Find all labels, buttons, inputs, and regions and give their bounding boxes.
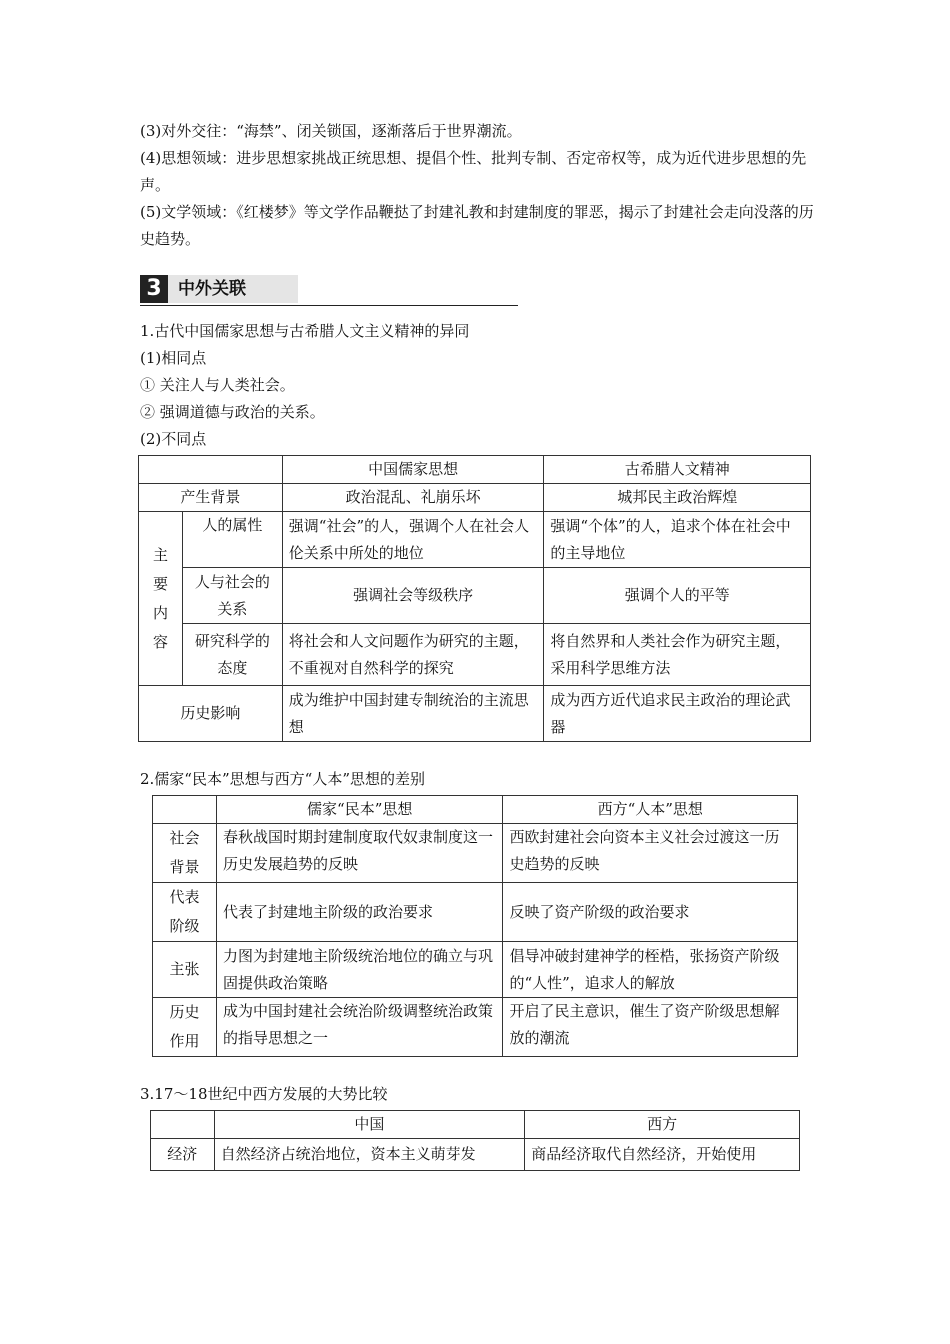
table-header: 中国 — [214, 1111, 525, 1139]
table-header: 西方“人本”思想 — [503, 796, 798, 824]
row-label: 社会背景 — [153, 824, 217, 883]
paragraph-thought: (4)思想领域：进步思想家挑战正统思想、提倡个性、批判专制、否定帝权等，成为近代进步思想的先声。 — [140, 149, 807, 194]
table-cell — [139, 456, 283, 484]
differences-heading: (2)不同点 — [140, 430, 207, 448]
row-label: 经济 — [151, 1139, 215, 1171]
table-cell: 春秋战国时期封建制度取代奴隶制度这一历史发展趋势的反映 — [216, 824, 503, 883]
table-cell: 城邦民主政治辉煌 — [544, 484, 811, 512]
table-header: 古希腊人文精神 — [544, 456, 811, 484]
table-cell: 代表了封建地主阶级的政治要求 — [216, 883, 503, 942]
paragraph-literature: (5)文学领域：《红楼梦》等文学作品鞭挞了封建礼教和封建制度的罪恶，揭示了封建社会走向没落的历史趋势。 — [140, 203, 814, 248]
question-2-title: 2.儒家“民本”思想与西方“人本”思想的差别 — [140, 770, 425, 788]
row-label: 研究科学的态度 — [182, 624, 282, 686]
paragraph-foreign-relations: (3)对外交往：“海禁”、闭关锁国，逐渐落后于世界潮流。 — [140, 122, 522, 140]
document-page — [140, 118, 815, 1171]
table-cell: 成为西方近代追求民主政治的理论武器 — [544, 686, 811, 742]
row-label-vertical: 主要内容 — [139, 512, 183, 686]
row-label: 产生背景 — [139, 484, 283, 512]
table-cell: 自然经济占统治地位，资本主义萌芽发 — [214, 1139, 525, 1171]
table-cell: 力图为封建地主阶级统治地位的确立与巩固提供政治策略 — [216, 942, 503, 998]
row-label: 代表阶级 — [153, 883, 217, 942]
table-cell: 反映了资产阶级的政治要求 — [503, 883, 798, 942]
table-cell: 西欧封建社会向资本主义社会过渡这一历史趋势的反映 — [503, 824, 798, 883]
table-cell: 倡导冲破封建神学的桎梏，张扬资产阶级的“人性”，追求人的解放 — [503, 942, 798, 998]
table-cell: 开启了民主意识，催生了资产阶级思想解放的潮流 — [503, 998, 798, 1057]
similarity-1: ① 关注人与人类社会。 — [140, 376, 295, 394]
table-row — [151, 1111, 800, 1139]
question-1-title: 1.古代中国儒家思想与古希腊人文主义精神的异同 — [140, 322, 470, 340]
table-row — [139, 568, 811, 624]
table-row — [139, 456, 811, 484]
table-cell — [151, 1111, 215, 1139]
table-cell: 将自然界和人类社会作为研究主题，采用科学思维方法 — [544, 624, 811, 686]
comparison-table-1 — [138, 455, 811, 742]
table-cell: 政治混乱、礼崩乐坏 — [282, 484, 544, 512]
question-3-title: 3.17～18世纪中西方发展的大势比较 — [140, 1085, 388, 1103]
similarity-2: ② 强调道德与政治的关系。 — [140, 403, 325, 421]
table-cell: 强调社会等级秩序 — [282, 568, 544, 624]
table-cell: 成为维护中国封建专制统治的主流思想 — [282, 686, 544, 742]
table-row — [139, 512, 811, 568]
table-cell — [153, 796, 217, 824]
section-title: 中外关联 — [168, 275, 298, 303]
similarities-heading: (1)相同点 — [140, 349, 207, 367]
table-cell: 强调“个体”的人，追求个体在社会中的主导地位 — [544, 512, 811, 568]
table-header: 中国儒家思想 — [282, 456, 544, 484]
row-label: 主张 — [153, 942, 217, 998]
table-row — [139, 484, 811, 512]
table-cell: 将社会和人文问题作为研究的主题，不重视对自然科学的探究 — [282, 624, 544, 686]
table-row — [139, 624, 811, 686]
table-cell: 强调“社会”的人，强调个人在社会人伦关系中所处的地位 — [282, 512, 544, 568]
table-cell: 成为中国封建社会统治阶级调整统治政策的指导思想之一 — [216, 998, 503, 1057]
comparison-table-2 — [152, 795, 798, 1057]
comparison-table-3 — [150, 1110, 800, 1171]
row-label: 人与社会的关系 — [182, 568, 282, 624]
section-header — [140, 275, 518, 306]
table-row — [153, 824, 798, 883]
table-row — [153, 883, 798, 942]
table-cell: 商品经济取代自然经济，开始使用 — [525, 1139, 800, 1171]
table-row — [153, 942, 798, 998]
table-row — [139, 686, 811, 742]
table-row — [153, 998, 798, 1057]
row-label: 人的属性 — [182, 512, 282, 568]
table-header: 儒家“民本”思想 — [216, 796, 503, 824]
table-header: 西方 — [525, 1111, 800, 1139]
section-number: 3 — [140, 275, 168, 303]
table-row — [151, 1139, 800, 1171]
table-cell: 强调个人的平等 — [544, 568, 811, 624]
row-label: 历史影响 — [139, 686, 283, 742]
row-label: 历史作用 — [153, 998, 217, 1057]
table-row — [153, 796, 798, 824]
